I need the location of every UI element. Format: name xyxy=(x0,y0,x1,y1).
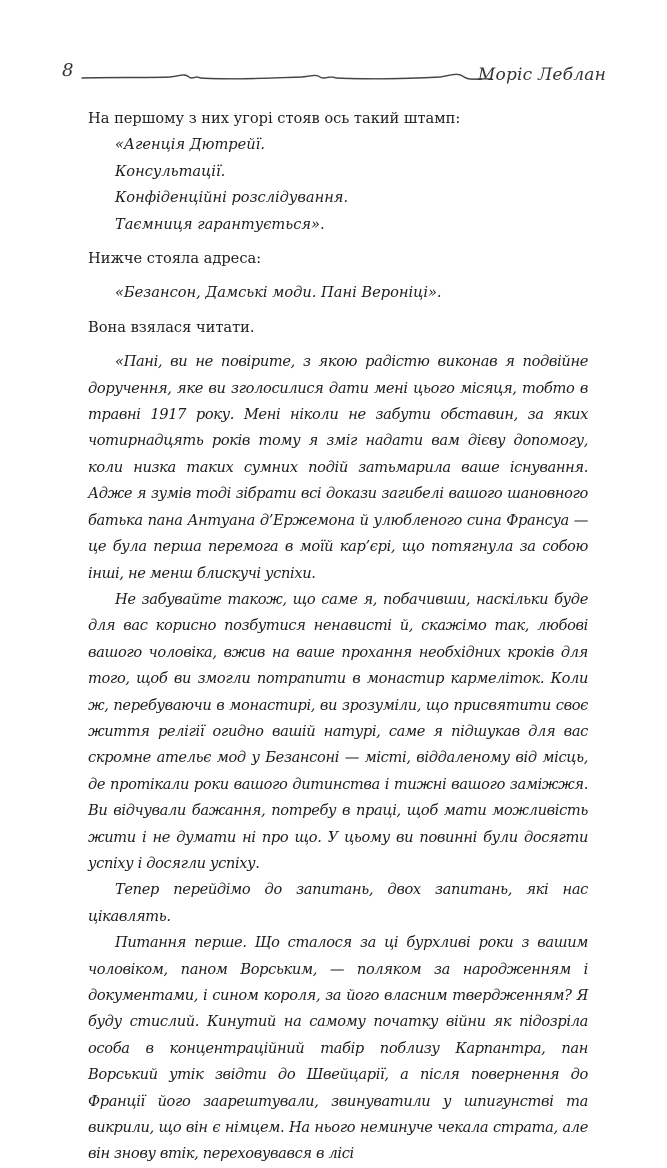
page-body xyxy=(88,106,588,1168)
author-name: Моріс Леблан xyxy=(477,65,606,85)
stamp-block xyxy=(88,132,588,238)
letter-paragraph: Тепер перейдімо до запитань, двох запитань, які нас цікавлять. xyxy=(88,881,588,925)
page-number: 8 xyxy=(62,60,74,81)
letter-paragraph: «Пані, ви не повірите, з якою радістю виконав я подвійне доручення, яке ви зголосилися дати мені цього місяця, тобто в травні 1917 року. Мені ніколи не забути обставин, за яких чотирнадцять років тому я зміг надати вам дієву допомогу, коли низка таких сумних подій затьмарила ваше існування. Адже я зумів тоді зібрати всі докази загибелі вашого шановного батька пана Антуана д’Ержемона й улюбленого сина Франсуа — це була перша перемога в моїй кар’єрі, що потягнула за собою інші, не менш блискучі успіхи. xyxy=(88,353,588,582)
stamp-line: Таємниця гарантується». xyxy=(115,215,325,233)
letter-text xyxy=(88,349,588,1168)
letter-paragraph: Питання перше. Що сталося за ці бурхливі роки з вашим чоловіком, паном Ворським, — поляком за народженням і документами, і сином короля, за його власним твердженням? Я буду стислий. Кинутий на самому початку війни як підозріла особа в концентраційний табір поблизу Карпантра, пан Ворський утік звідти до Швейцарії, а після повернення до Франції його заарештували, звинуватили у шпигунстві та викрили, що він є німцем. На нього неминуче чекала страта, але він знову втік, переховувався в лісі xyxy=(88,934,588,1163)
intro-line: На першому з них угорі стояв ось такий штамп: xyxy=(88,110,461,127)
address-line: «Безансон, Дамські моди. Пані Вероніці». xyxy=(115,284,442,302)
reading-line: Вона взялася читати. xyxy=(88,318,255,336)
stamp-line: Консультації. xyxy=(115,162,226,180)
address-intro: Нижче стояла адреса: xyxy=(88,250,262,268)
stamp-line: Конфіденційні розслідування. xyxy=(115,189,349,207)
running-head xyxy=(80,63,606,91)
stamp-line: «Агенція Дютрейї. xyxy=(115,136,265,154)
letter-paragraph: Не забувайте також, що саме я, побачивши, наскільки буде для вас корисно позбутися ненависті й, скажімо так, любові вашого чоловіка, вжив на ваше прохання необхідних кроків для того, щоб ви змогли потрапити в монастир кармеліток. Коли ж, перебуваючи в монастирі, ви зрозуміли, що присвятити своє життя релігії огидно вашій натурі, саме я підшукав для вас скромне ательє мод у Безансоні — місті, віддаленому від місць, де протікали роки вашого дитинства і тижні вашого заміжжя. Ви відчували бажання, потребу в праці, щоб мати можливість жити і не думати ні про що. У цьому ви повинні були досягти успіху і досягли успіху. xyxy=(88,590,588,872)
